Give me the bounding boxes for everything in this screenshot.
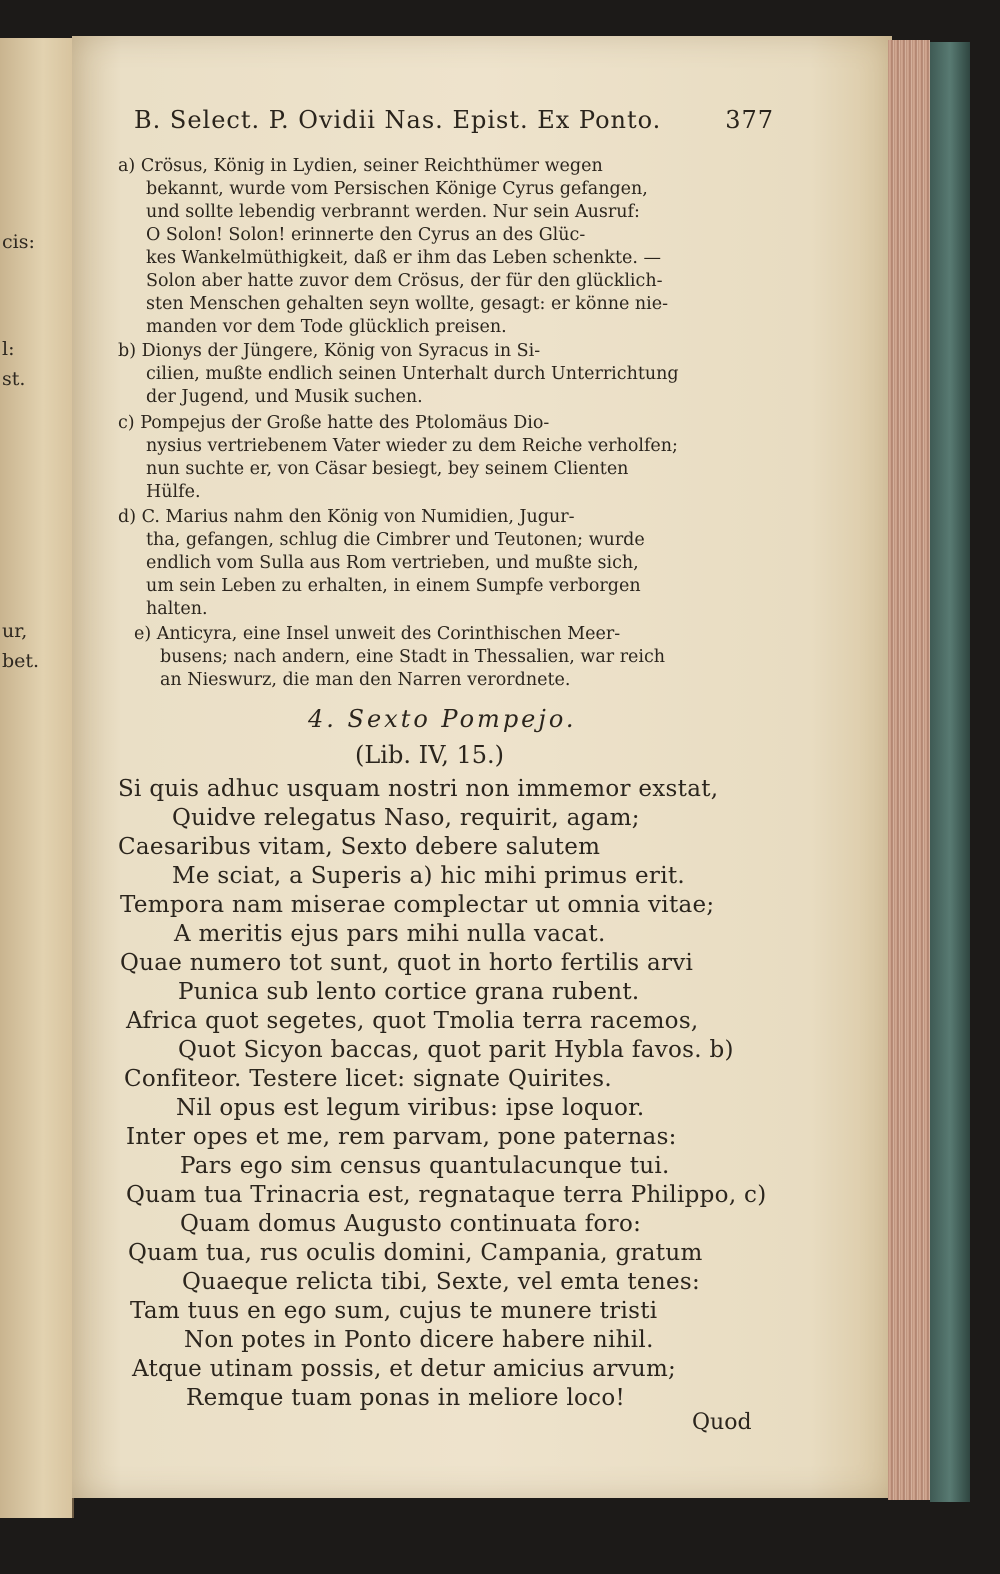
- left-page-fragment: bet.: [2, 650, 40, 672]
- footnote-line: nun suchte er, von Cäsar besiegt, bey seinem Clienten: [146, 459, 629, 479]
- footnote-line: endlich vom Sulla aus Rom vertrieben, und mußte sich,: [146, 553, 639, 573]
- footnote-line: bekannt, wurde vom Persischen Könige Cyrus gefangen,: [146, 179, 648, 199]
- verse-line: Confiteor. Testere licet: signate Quirites.: [124, 1066, 612, 1092]
- verse-line: Africa quot segetes, quot Tmolia terra racemos,: [126, 1008, 699, 1034]
- footnote-line: nysius vertriebenem Vater wieder zu dem Reiche verholfen;: [146, 436, 678, 456]
- footnote-line: Solon aber hatte zuvor dem Crösus, der für den glücklich-: [146, 271, 663, 291]
- footnote-line: halten.: [146, 599, 208, 619]
- verse-line: Quot Sicyon baccas, quot parit Hybla favos. b): [178, 1037, 734, 1063]
- left-page-fragment: cis:: [2, 231, 35, 253]
- footnote-line: der Jugend, und Musik suchen.: [146, 387, 423, 407]
- footnote-line: und sollte lebendig verbrannt werden. Nur sein Ausruf:: [146, 202, 640, 222]
- page-edges: [888, 40, 930, 1500]
- footnote-line: b) Dionys der Jüngere, König von Syracus in Si-: [118, 341, 541, 361]
- footnote-line: O Solon! Solon! erinnerte den Cyrus an des Glüc-: [146, 225, 586, 245]
- verse-line: Remque tuam ponas in meliore loco!: [186, 1385, 626, 1411]
- footnote-line: sten Menschen gehalten seyn wollte, gesagt: er könne nie-: [146, 294, 669, 314]
- footnote-line: d) C. Marius nahm den König von Numidien, Jugur-: [118, 507, 575, 527]
- footnote-line: tha, gefangen, schlug die Cimbrer und Teutonen; wurde: [146, 530, 645, 550]
- verse-line: Quae numero tot sunt, quot in horto fertilis arvi: [120, 950, 694, 976]
- footnote-line: Hülfe.: [146, 482, 201, 502]
- verse-line: Quam tua Trinacria est, regnataque terra Philippo, c): [126, 1182, 767, 1208]
- verse-line: Si quis adhuc usquam nostri non immemor exstat,: [118, 776, 719, 802]
- section-title: 4. Sexto Pompejo.: [308, 705, 577, 733]
- verse-line: Punica sub lento cortice grana rubent.: [178, 979, 640, 1005]
- verse-line: Atque utinam possis, et detur amicius arvum;: [132, 1356, 677, 1382]
- footnote-line: cilien, mußte endlich seinen Unterhalt durch Unterrichtung: [146, 364, 679, 384]
- verse-line: Quam tua, rus oculis domini, Campania, gratum: [128, 1240, 703, 1266]
- verse-line: Nil opus est legum viribus: ipse loquor.: [176, 1095, 645, 1121]
- left-page-fragment: ur,: [2, 620, 28, 642]
- footnote-line: c) Pompejus der Große hatte des Ptolomäus Dio-: [118, 413, 550, 433]
- footnote-line: um sein Leben zu erhalten, in einem Sumpfe verborgen: [146, 576, 641, 596]
- running-header: [134, 106, 774, 134]
- footnote-line: a) Crösus, König in Lydien, seiner Reichthümer wegen: [118, 156, 603, 176]
- section-reference: (Lib. IV, 15.): [355, 741, 505, 769]
- verse-line: Non potes in Ponto dicere habere nihil.: [184, 1327, 654, 1353]
- verse-line: Quaeque relicta tibi, Sexte, vel emta tenes:: [182, 1269, 701, 1295]
- footnote-line: e) Anticyra, eine Insel unweit des Corinthischen Meer-: [134, 624, 621, 644]
- verse-line: Pars ego sim census quantulacunque tui.: [180, 1153, 670, 1179]
- footnote-line: manden vor dem Tode glücklich preisen.: [146, 317, 507, 337]
- footnote-line: busens; nach andern, eine Stadt in Thessalien, war reich: [160, 647, 666, 667]
- verse-line: Quidve relegatus Naso, requirit, agam;: [172, 805, 640, 831]
- left-page-fragment: l:: [2, 338, 15, 360]
- verse-line: Me sciat, a Superis a) hic mihi primus erit.: [172, 863, 686, 889]
- verse-line: Caesaribus vitam, Sexto debere salutem: [118, 834, 601, 860]
- left-page-edge: [0, 38, 74, 1518]
- catchword: Quod: [692, 1410, 752, 1435]
- header-title: B. Select. P. Ovidii Nas. Epist. Ex Ponto.: [134, 106, 662, 134]
- verse-line: Tempora nam miserae complectar ut omnia vitae;: [120, 892, 715, 918]
- verse-line: A meritis ejus pars mihi nulla vacat.: [174, 921, 606, 947]
- verse-line: Tam tuus en ego sum, cujus te munere tristi: [130, 1298, 658, 1324]
- verse-line: Quam domus Augusto continuata foro:: [180, 1211, 642, 1237]
- book-cover: [930, 42, 970, 1502]
- footnote-line: kes Wankelmüthigkeit, daß er ihm das Leben schenkte. —: [146, 248, 661, 268]
- left-page-fragment: st.: [2, 368, 26, 390]
- footnote-line: an Nieswurz, die man den Narren verordnete.: [160, 670, 571, 690]
- page-number: 377: [725, 106, 774, 134]
- verse-line: Inter opes et me, rem parvam, pone paternas:: [126, 1124, 677, 1150]
